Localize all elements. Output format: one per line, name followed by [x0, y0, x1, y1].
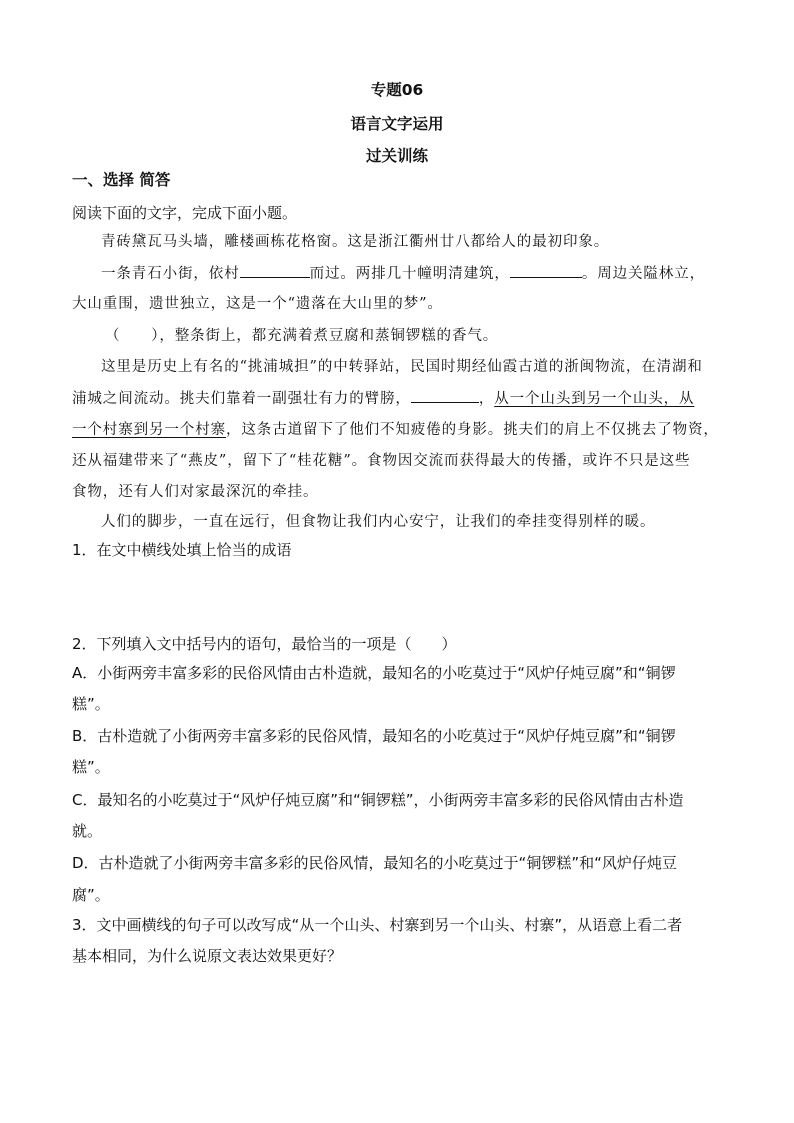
passage-text: 一条青石小街，依村: [101, 266, 240, 282]
question-1: 1．在文中横线处填上恰当的成语: [72, 541, 292, 559]
question-3: 3．文中画横线的句子可以改写成“从一个山头、村寨到另一个山头、村寨”，从语意上看二者: [72, 916, 683, 934]
option-c: C．最知名的小吃莫过于“风炉仔炖豆腐”和“铜锣糕”，小街两旁丰富多彩的民俗风情由古朴造: [72, 791, 684, 809]
underlined-sentence: 一个村寨到另一个村寨: [72, 422, 226, 438]
fill-blank-1: [240, 263, 310, 278]
passage-text: 而过。两排几十幢明清建筑，: [309, 266, 510, 282]
passage-text: ，这条古道留下了他们不知疲倦的身影。挑夫们的肩上不仅挑去了物资，: [226, 422, 719, 438]
passage-paragraph-2-cont: 大山重围，遗世独立，这是一个“遗落在大山里的梦”。: [72, 296, 443, 312]
option-a-cont: 糕”。: [72, 695, 110, 713]
passage-paragraph-1: 青砖黛瓦马头墙，雕楼画栋花格窗。这是浙江衢州廿八都给人的最初印象。: [101, 234, 610, 250]
passage-text: 。周边关隘林立，: [581, 266, 706, 282]
option-d-cont: 腐”。: [72, 886, 110, 904]
fill-blank-3: [411, 388, 479, 403]
option-a: A．小街两旁丰富多彩的民俗风情由古朴造就，最知名的小吃莫过于“风炉仔炖豆腐”和“铜锣: [72, 664, 676, 682]
option-b: B．古朴造就了小街两旁丰富多彩的民俗风情，最知名的小吃莫过于“风炉仔炖豆腐”和“铜锣: [72, 727, 676, 745]
passage-text: ，: [478, 391, 495, 407]
instruction-text: 阅读下面的文字，完成下面小题。: [72, 204, 298, 222]
page-subtitle: 过关训练: [365, 147, 428, 165]
option-b-cont: 糕”。: [72, 758, 110, 776]
section-heading: 一、选择 简答: [72, 171, 171, 189]
option-c-cont: 就。: [72, 822, 103, 840]
passage-paragraph-4: 这里是历史上有名的“挑浦城担”的中转驿站，民国时期经仙霞古道的浙闽物流，在清湖和: [101, 359, 703, 375]
question-3-cont: 基本相同，为什么说原文表达效果更好？: [72, 947, 343, 965]
passage-paragraph-3: （ ），整条街上，都充满着煮豆腐和蒸铜锣糕的香气。: [105, 328, 499, 344]
passage-paragraph-4-line2: [72, 387, 694, 408]
page-title: 语言文字运用: [350, 115, 444, 133]
underlined-sentence: 从一个山头到另一个山头，从: [494, 391, 695, 407]
passage-paragraph-2: [101, 262, 705, 283]
topic-heading: 专题06: [370, 81, 424, 99]
option-d: D．古朴造就了小街两旁丰富多彩的民俗风情，最知名的小吃莫过于“铜锣糕”和“风炉仔炖豆: [72, 854, 677, 872]
passage-text: 浦城之间流动。挑夫们靠着一副强壮有力的臂膀，: [72, 391, 411, 407]
question-2: 2．下列填入文中括号内的语句，最恰当的一项是（ ）: [72, 635, 457, 653]
passage-paragraph-5: 人们的脚步，一直在远行，但食物让我们内心安宁，让我们的牵挂变得别样的暖。: [101, 514, 656, 530]
passage-paragraph-4-line3: [72, 418, 719, 439]
passage-paragraph-4-line5: 食物，还有人们对家最深沉的牵挂。: [72, 484, 319, 500]
fill-blank-2: [510, 263, 582, 278]
passage-paragraph-4-line4: 还从福建带来了“燕皮”，留下了“桂花糖”。食物因交流而获得最大的传播，或许不只是这些: [72, 453, 691, 469]
